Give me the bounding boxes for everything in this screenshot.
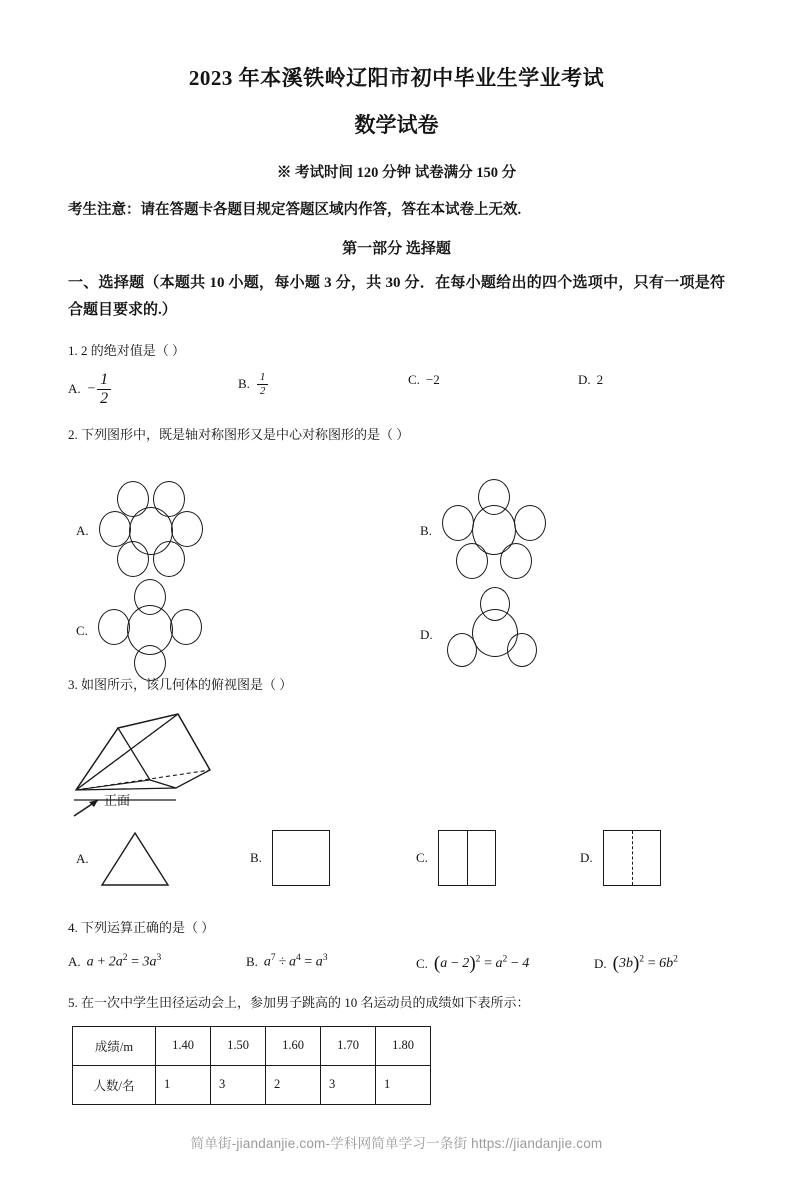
option-3-B-label: B. <box>250 850 262 866</box>
option-2-C-label: C. <box>76 623 88 639</box>
section-heading: 一、选择题（本题共 10 小题，每小题 3 分，共 30 分．在每小题给出的四个选项中，只有一项是符合题目要求的.） <box>68 275 725 318</box>
option-1-C[interactable] <box>408 372 578 388</box>
option-1-C-value: −2 <box>425 371 440 387</box>
flower-5-icon <box>440 479 548 583</box>
flower-3-icon <box>441 587 549 683</box>
score-cell-3: 1.60 <box>266 1026 321 1065</box>
exam-info: ※ 考试时间 120 分钟 试卷满分 150 分 <box>276 165 517 182</box>
square-dashed-divider-icon <box>603 830 661 886</box>
option-1-B-value: $\frac{1}{2}$ <box>256 372 270 397</box>
option-4-A[interactable] <box>68 953 246 971</box>
footer-watermark: 简单街-jiandanjie.com-学科网简单学习一条街 https://jiandanjie.com <box>190 1136 603 1151</box>
option-2-B[interactable] <box>420 479 548 583</box>
option-2-A-label: A. <box>76 523 89 539</box>
solid-divider-line <box>467 831 468 885</box>
option-1-A-value: − $\frac{1}{2}$ <box>87 372 112 407</box>
option-4-D-value: $(3b)^2 = 6b^2$ <box>612 953 678 975</box>
question-2-figures <box>68 451 725 661</box>
option-4-B[interactable] <box>246 953 416 971</box>
option-4-C-label: C. <box>416 956 428 972</box>
row-header-score: 成绩/m <box>73 1026 156 1065</box>
option-2-C[interactable] <box>76 579 204 683</box>
jump-height-table <box>72 1026 431 1105</box>
option-1-A[interactable] <box>68 372 238 407</box>
front-view-label: 正面 <box>104 793 131 809</box>
option-4-C[interactable] <box>416 953 594 975</box>
option-2-D[interactable] <box>420 587 549 683</box>
question-3-options <box>68 824 725 900</box>
option-3-B[interactable] <box>250 830 330 886</box>
question-3-solid-figure <box>68 708 725 818</box>
score-cell-1: 1.40 <box>156 1026 211 1065</box>
option-3-D[interactable] <box>580 830 661 886</box>
question-1-stem: 1. 2 的绝对值是（ ） <box>68 342 186 358</box>
option-4-C-value: $(a - 2)^2 = a^2 - 4$ <box>433 953 530 975</box>
option-1-D-label: D. <box>578 371 591 387</box>
option-2-B-label: B. <box>420 523 432 539</box>
option-1-A-label: A. <box>68 381 81 397</box>
square-solid-divider-icon <box>438 830 496 886</box>
option-4-B-value: $a^7 \div a^4 = a^3$ <box>263 953 328 970</box>
option-2-A[interactable] <box>76 479 205 583</box>
exam-content <box>0 270 793 1104</box>
option-4-A-label: A. <box>68 953 81 969</box>
option-4-A-value: $a + 2a^2 = 3a^3$ <box>86 953 162 970</box>
option-1-D[interactable] <box>578 372 603 388</box>
square-plain-icon <box>272 830 330 886</box>
option-4-B-label: B. <box>246 953 258 969</box>
question-4-stem: 4. 下列运算正确的是（ ） <box>68 920 215 936</box>
option-1-C-label: C. <box>408 371 420 387</box>
option-3-A-label: A. <box>76 851 89 867</box>
flower-4-icon <box>96 579 204 683</box>
option-1-B[interactable] <box>238 372 408 397</box>
flower-6-icon <box>97 479 205 583</box>
triangle-icon <box>99 830 171 888</box>
exam-page <box>0 64 793 1186</box>
question-2-stem: 2. 下列图形中，既是轴对称图形又是中心对称图形的是（ ） <box>68 426 410 442</box>
option-3-C-label: C. <box>416 850 428 866</box>
score-cell-2: 1.50 <box>211 1026 266 1065</box>
question-3-stem: 3. 如图所示，该几何体的俯视图是（ ） <box>68 677 293 693</box>
page-subtitle: 数学试卷 <box>354 113 439 138</box>
option-4-D-label: D. <box>594 956 607 972</box>
page-title: 2023 年本溪铁岭辽阳市初中毕业生学业考试 <box>188 66 605 90</box>
option-3-C[interactable] <box>416 830 496 886</box>
option-3-D-label: D. <box>580 850 593 866</box>
part-title: 第一部分 选择题 <box>342 241 451 258</box>
option-2-D-label: D. <box>420 627 433 643</box>
option-3-A[interactable] <box>76 830 171 888</box>
candidate-notice: 考生注意：请在答题卡各题目规定答题区域内作答，答在本试卷上无效. <box>68 202 522 219</box>
count-cell-4: 3 <box>321 1065 376 1104</box>
count-cell-5: 1 <box>376 1065 431 1104</box>
option-1-B-label: B. <box>238 376 250 392</box>
count-cell-3: 2 <box>266 1065 321 1104</box>
table-row-counts <box>73 1065 431 1104</box>
triangular-prism-icon <box>68 708 228 818</box>
dashed-divider-line <box>632 831 633 885</box>
question-4-options <box>68 953 725 975</box>
count-cell-1: 1 <box>156 1065 211 1104</box>
option-4-D[interactable] <box>594 953 678 975</box>
row-header-count: 人数/名 <box>73 1065 156 1104</box>
count-cell-2: 3 <box>211 1065 266 1104</box>
question-1-options <box>68 372 725 407</box>
question-5-stem: 5. 在一次中学生田径运动会上，参加男子跳高的 10 名运动员的成绩如下表所示： <box>68 995 530 1011</box>
option-1-D-value: 2 <box>596 371 604 387</box>
score-cell-5: 1.80 <box>376 1026 431 1065</box>
table-row-scores <box>73 1026 431 1065</box>
score-cell-4: 1.70 <box>321 1026 376 1065</box>
